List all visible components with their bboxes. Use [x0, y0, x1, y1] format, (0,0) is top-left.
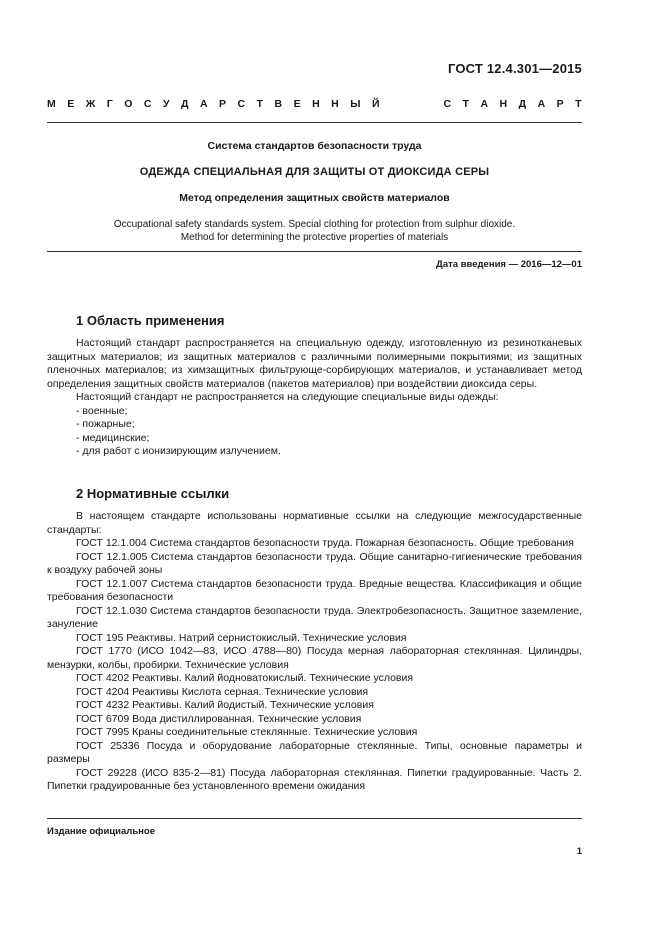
standard-type-letter: С	[143, 98, 152, 110]
english-title-line-1: Occupational safety standards system. Special clothing for protection from sulphur dioxide.	[113, 219, 516, 230]
standard-type-letter: Р	[219, 98, 227, 110]
introduction-date: Дата введения — 2016—12—01	[436, 259, 582, 270]
standard-type-letter: Г	[106, 98, 113, 110]
reference-item: ГОСТ 12.1.004 Система стандартов безопасности труда. Пожарная безопасность. Общие требования	[76, 537, 574, 549]
list-item: - медицинские;	[76, 431, 150, 444]
standard-type-letter: Т	[462, 98, 469, 110]
standard-type-letter: М	[47, 98, 56, 110]
reference-item: ГОСТ 12.1.007 Система стандартов безопасности труда. Вредные вещества. Классификация и общие требования безопасности	[47, 577, 582, 603]
page-number: 1	[576, 846, 582, 857]
list-item: - для работ с ионизирующим излучением.	[76, 445, 281, 457]
standard-type-heading	[47, 98, 582, 110]
standard-type-letter: Н	[499, 98, 508, 110]
reference-item: ГОСТ 12.1.005 Система стандартов безопасности труда. Общие санитарно-гигиенические требования к воздуху рабочей зоны	[47, 550, 582, 576]
standard-type-letter: Р	[556, 98, 564, 110]
header-rule-bottom	[47, 251, 582, 252]
official-edition-label: Издание официальное	[47, 826, 155, 837]
standard-type-letter: С	[237, 98, 246, 110]
document-code: ГОСТ 12.4.301—2015	[447, 61, 582, 76]
standard-type-letter: Д	[518, 98, 527, 110]
standard-type-letter: Н	[312, 98, 320, 110]
standard-type-letter: Й	[372, 98, 380, 110]
section-1-heading: 1 Область применения	[76, 313, 225, 328]
reference-item: ГОСТ 12.1.030 Система стандартов безопасности труда. Электробезопасность. Защитное заземление, зануление	[47, 604, 582, 630]
reference-item: ГОСТ 7995 Краны соединительные стеклянные. Технические условия	[76, 726, 418, 738]
footer-rule	[47, 818, 582, 819]
standard-type-letter: С	[443, 98, 452, 110]
list-item: - пожарные;	[76, 418, 135, 430]
standard-type-letter: Н	[331, 98, 339, 110]
method-title: Метод определения защитных свойств материалов	[179, 192, 450, 204]
main-title: ОДЕЖДА СПЕЦИАЛЬНАЯ ДЛЯ ЗАЩИТЫ ОТ ДИОКСИДА СЕРЫ	[139, 166, 490, 178]
standard-type-letter: А	[537, 98, 546, 110]
standard-type-letter	[391, 98, 397, 110]
reference-item: ГОСТ 29228 (ИСО 835-2—81) Посуда лабораторная стеклянная. Пипетки градуированные. Часть 2. Пипетки градуированные без установленного времени ожидания	[47, 766, 582, 792]
standard-type-letter: О	[124, 98, 133, 110]
standard-type-letter: Ы	[350, 98, 361, 110]
header-rule-top	[47, 122, 582, 123]
standard-type-letter	[426, 98, 432, 110]
standard-type-letter	[409, 98, 415, 110]
standard-type-letter: Ж	[85, 98, 96, 110]
section-1-body	[47, 337, 582, 459]
standard-type-letter: Т	[575, 98, 582, 110]
section-1-paragraph-2: Настоящий стандарт не распространяется на следующие специальные виды одежды:	[76, 391, 499, 403]
reference-item: ГОСТ 195 Реактивы. Натрий сернистокислый. Технические условия	[76, 631, 407, 644]
reference-item: ГОСТ 6709 Вода дистиллированная. Технические условия	[76, 712, 362, 725]
reference-item: ГОСТ 4232 Реактивы. Калий йодистый. Технические условия	[76, 699, 374, 711]
english-title	[47, 218, 582, 244]
standard-type-letter: А	[480, 98, 489, 110]
standard-type-letter: Е	[67, 98, 75, 110]
list-item: - военные;	[76, 404, 128, 417]
section-2-heading: 2 Нормативные ссылки	[76, 486, 230, 501]
reference-item: ГОСТ 25336 Посуда и оборудование лабораторные стеклянные. Типы, основные параметры и размеры	[47, 739, 582, 765]
english-title-line-2: Method for determining the protective properties of materials	[180, 232, 449, 243]
section-1-paragraph-1: Настоящий стандарт распространяется на специальную одежду, изготовленную из резинотканевых защитных материалов; из защитных материалов с различными полимерными покрытиями; из защитных пленочных материалов; из химзащитных фильтрующе-сорбирующих материалов, и устанавливает метод определения защитных свойств материалов (пакетов материалов) при воздействии диоксида серы.	[47, 337, 582, 390]
section-2-intro: В настоящем стандарте использованы нормативные ссылки на следующие межгосударственные стандарты:	[47, 510, 582, 536]
standard-type-letter: Д	[180, 98, 189, 110]
standard-type-letter: Е	[293, 98, 301, 110]
standard-type-letter: У	[162, 98, 170, 110]
standard-type-letter: Т	[256, 98, 264, 110]
standard-type-letter: А	[199, 98, 208, 110]
reference-item: ГОСТ 1770 (ИСО 1042—83, ИСО 4788—80) Посуда мерная лабораторная стеклянная. Цилиндры, мензурки, колбы, пробирки. Технические условия	[47, 645, 582, 671]
section-2-body	[47, 510, 582, 794]
reference-item: ГОСТ 4204 Реактивы Кислота серная. Технические условия	[76, 685, 369, 698]
system-title: Система стандартов безопасности труда	[207, 140, 422, 152]
reference-item: ГОСТ 4202 Реактивы. Калий йодноватокислый. Технические условия	[76, 672, 414, 684]
standard-type-letter: В	[274, 98, 283, 110]
